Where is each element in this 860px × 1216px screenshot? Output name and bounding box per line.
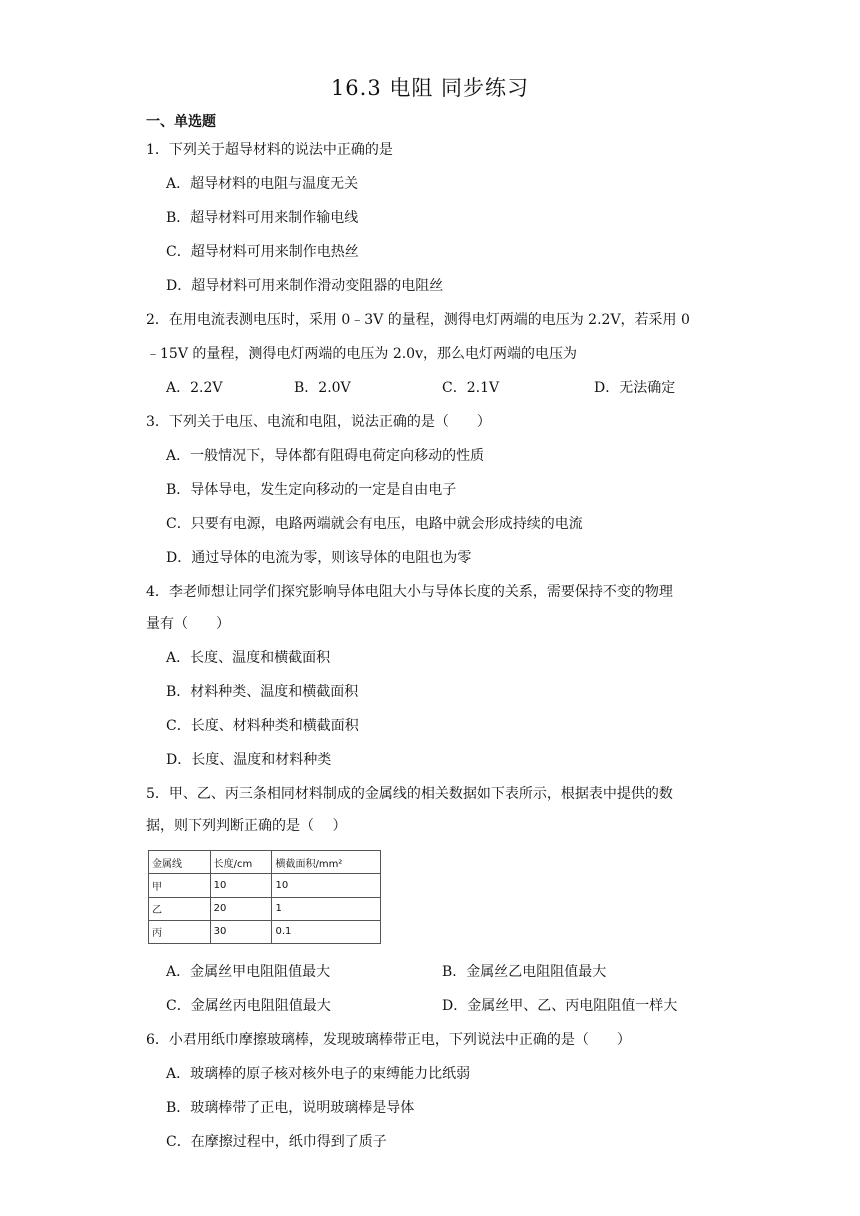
question-3-option-d: D．通过导体的电流为零，则该导体的电阻也为零 (166, 550, 472, 566)
question-1-option-c: C．超导材料可用来制作电热丝 (166, 244, 359, 260)
table-header-row (149, 851, 381, 874)
table-row (149, 897, 381, 920)
question-5-stem-line1: 5．甲、乙、丙三条相同材料制成的金属线的相关数据如下表所示，根据表中提供的数 (146, 786, 673, 802)
question-2-stem-line1: 2．在用电流表测电压时，采用 0﹣3V 的量程，测得电灯两端的电压为 2.2V，若采用 0 (146, 312, 690, 328)
table-header-cell: 横截面积/mm² (272, 851, 381, 874)
metal-wire-data-table (148, 850, 381, 944)
question-5-option-c: C．金属丝丙电阻阻值最大 (166, 998, 331, 1014)
question-2-stem-line2: ﹣15V 的量程，测得电灯两端的电压为 2.0v，那么电灯两端的电压为 (146, 346, 577, 362)
question-4-stem-line2: 量有（ ） (146, 616, 230, 632)
question-4-option-b: B．材料种类、温度和横截面积 (166, 684, 359, 700)
table-cell: 甲 (149, 874, 211, 897)
question-6-option-a: A．玻璃棒的原子核对核外电子的束缚能力比纸弱 (166, 1066, 471, 1082)
question-5-options-row2 (166, 996, 726, 1016)
table-cell: 0.1 (272, 920, 381, 943)
question-3-option-a: A．一般情况下，导体都有阻碍电荷定向移动的性质 (166, 448, 485, 464)
question-5-option-d: D．金属丝甲、乙、丙电阻阻值一样大 (442, 998, 678, 1014)
question-6-option-c: C．在摩擦过程中，纸巾得到了质子 (166, 1134, 387, 1150)
question-6-stem: 6．小君用纸巾摩擦玻璃棒，发现玻璃棒带正电，下列说法中正确的是（ ） (146, 1032, 631, 1048)
question-3-option-c: C．只要有电源，电路两端就会有电压，电路中就会形成持续的电流 (166, 516, 583, 532)
table-cell: 10 (210, 874, 272, 897)
question-2-options (166, 378, 726, 398)
table-cell: 10 (272, 874, 381, 897)
table-cell: 乙 (149, 897, 211, 920)
table-header-cell: 长度/cm (210, 851, 272, 874)
question-4-option-a: A．长度、温度和横截面积 (166, 650, 331, 666)
page-title: 16.3 电阻 同步练习 (330, 76, 530, 100)
question-1-option-a: A．超导材料的电阻与温度无关 (166, 176, 359, 192)
question-1-option-b: B．超导材料可用来制作输电线 (166, 210, 359, 226)
question-3-option-b: B．导体导电，发生定向移动的一定是自由电子 (166, 482, 457, 498)
question-3-stem: 3．下列关于电压、电流和电阻，说法正确的是（ ） (146, 414, 491, 430)
table-cell: 1 (272, 897, 381, 920)
question-1-option-d: D．超导材料可用来制作滑动变阻器的电阻丝 (166, 278, 444, 294)
table-cell: 丙 (149, 920, 211, 943)
table-cell: 30 (210, 920, 272, 943)
question-5-options-row1 (166, 962, 726, 982)
question-4-option-c: C．长度、材料种类和横截面积 (166, 718, 359, 734)
table-row (149, 920, 381, 943)
question-1-stem: 1．下列关于超导材料的说法中正确的是 (146, 142, 393, 158)
question-6-option-b: B．玻璃棒带了正电，说明玻璃棒是导体 (166, 1100, 415, 1116)
question-5-option-a: A．金属丝甲电阻阻值最大 (166, 964, 331, 980)
question-2-option-a: A．2.2V (166, 380, 223, 396)
question-2-option-c: C．2.1V (442, 380, 500, 396)
table-header-cell: 金属线 (149, 851, 211, 874)
question-5-stem-line2: 据，则下列判断正确的是（ ） (146, 818, 347, 834)
question-4-stem-line1: 4．李老师想让同学们探究影响导体电阻大小与导体长度的关系，需要保持不变的物理 (146, 584, 673, 600)
question-2-option-d: D．无法确定 (594, 380, 676, 396)
question-5-option-b: B．金属丝乙电阻阻值最大 (442, 964, 607, 980)
question-4-option-d: D．长度、温度和材料种类 (166, 752, 332, 768)
section-heading: 一、单选题 (146, 114, 216, 130)
table-row (149, 874, 381, 897)
table-cell: 20 (210, 897, 272, 920)
question-2-option-b: B．2.0V (294, 380, 351, 396)
